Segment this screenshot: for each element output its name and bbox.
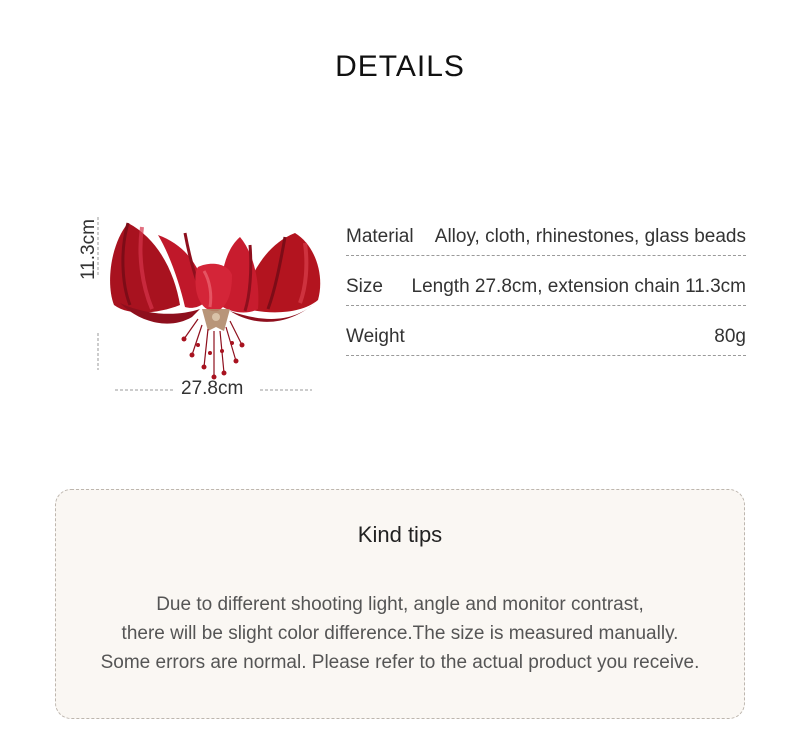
spec-label: Size bbox=[346, 276, 383, 297]
spec-row-size bbox=[346, 272, 746, 306]
kind-tips-line: Some errors are normal. Please refer to the actual product you receive. bbox=[100, 652, 700, 673]
kind-tips-box bbox=[55, 489, 745, 719]
height-dimension-label: 11.3cm bbox=[78, 219, 99, 280]
kind-tips-line: Due to different shooting light, angle and monitor contrast, bbox=[156, 594, 644, 615]
spec-value: 80g bbox=[714, 326, 746, 347]
width-dimension-label: 27.8cm bbox=[181, 378, 244, 399]
kind-tips-title: Kind tips bbox=[357, 522, 443, 547]
spec-value: Length 27.8cm, extension chain 11.3cm bbox=[411, 276, 746, 297]
spec-row-weight bbox=[346, 322, 746, 356]
spec-value: Alloy, cloth, rhinestones, glass beads bbox=[434, 226, 746, 247]
kind-tips-line: there will be slight color difference.The size is measured manually. bbox=[121, 623, 679, 644]
spec-label: Weight bbox=[346, 326, 405, 347]
spec-table bbox=[346, 222, 746, 356]
kind-tips-text bbox=[56, 590, 744, 677]
spec-label: Material bbox=[346, 226, 414, 247]
spec-row-material bbox=[346, 222, 746, 256]
page-title: DETAILS bbox=[335, 50, 465, 83]
